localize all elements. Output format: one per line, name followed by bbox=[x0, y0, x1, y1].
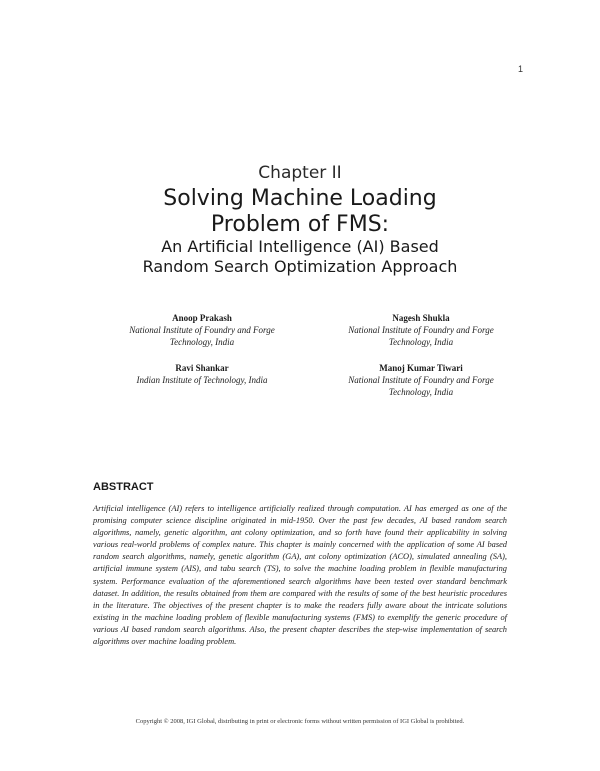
author-affiliation: National Institute of Foundry and Forge bbox=[129, 325, 275, 335]
abstract-heading: ABSTRACT bbox=[93, 481, 154, 493]
author-block bbox=[306, 362, 536, 398]
page-number: 1 bbox=[517, 64, 523, 74]
author-name: Ravi Shankar bbox=[175, 363, 229, 373]
chapter-title bbox=[0, 186, 600, 238]
author-affiliation: Technology, India bbox=[388, 387, 454, 397]
chapter-subtitle-line: An Artificial Intelligence (AI) Based bbox=[161, 237, 439, 256]
author-block bbox=[306, 312, 536, 348]
author-name: Nagesh Shukla bbox=[392, 313, 450, 323]
chapter-subtitle bbox=[0, 237, 600, 277]
author-name: Manoj Kumar Tiwari bbox=[379, 363, 463, 373]
author-affiliation: Technology, India bbox=[169, 337, 235, 347]
author-name: Anoop Prakash bbox=[172, 313, 232, 323]
author-affiliation: Technology, India bbox=[388, 337, 454, 347]
abstract-body: Artificial intelligence (AI) refers to intelligence artificially realized through computation. AI has emerged as one of the promising computer science discipline originated in mid-1950. Over the past few decades, AI based random search algorithms, namely, genetic algorithm, ant colony optimization, and so forth have found their applicability in solving various real-world problems of complex nature. This chapter is mainly concerned with the application of some AI based random search algorithms, namely, genetic algorithm (GA), ant colony optimization (ACO), simulated annealing (SA), artificial immune system (AIS), and tabu search (TS), to solve the machine loading problem in flexible manufacturing system. Performance evaluation of the aforementioned search algorithms have been tested over standard benchmark dataset. In addition, the results obtained from them are compared with the results of some of the best heuristic procedures in the literature. The objectives of the present chapter is to make the readers fully aware about the intricate solutions existing in the machine loading problem of flexible manufacturing systems (FMS) to exemplify the generic procedure of various AI based random search algorithms. Also, the present chapter describes the step-wise implementation of search algorithms over machine loading problem. bbox=[93, 504, 507, 647]
author-affiliation: Indian Institute of Technology, India bbox=[136, 375, 268, 385]
chapter-subtitle-line: Random Search Optimization Approach bbox=[142, 257, 458, 276]
chapter-title-line: Problem of FMS: bbox=[210, 212, 390, 237]
author-affiliation: National Institute of Foundry and Forge bbox=[348, 325, 494, 335]
chapter-label: Chapter II bbox=[258, 163, 342, 183]
author-block bbox=[87, 362, 317, 386]
chapter-title-line: Solving Machine Loading bbox=[163, 186, 437, 211]
author-affiliation: National Institute of Foundry and Forge bbox=[348, 375, 494, 385]
author-block bbox=[87, 312, 317, 348]
copyright-notice: Copyright © 2008, IGI Global, distributing in print or electronic forms without written permission of IGI Global is prohibited. bbox=[135, 718, 465, 725]
